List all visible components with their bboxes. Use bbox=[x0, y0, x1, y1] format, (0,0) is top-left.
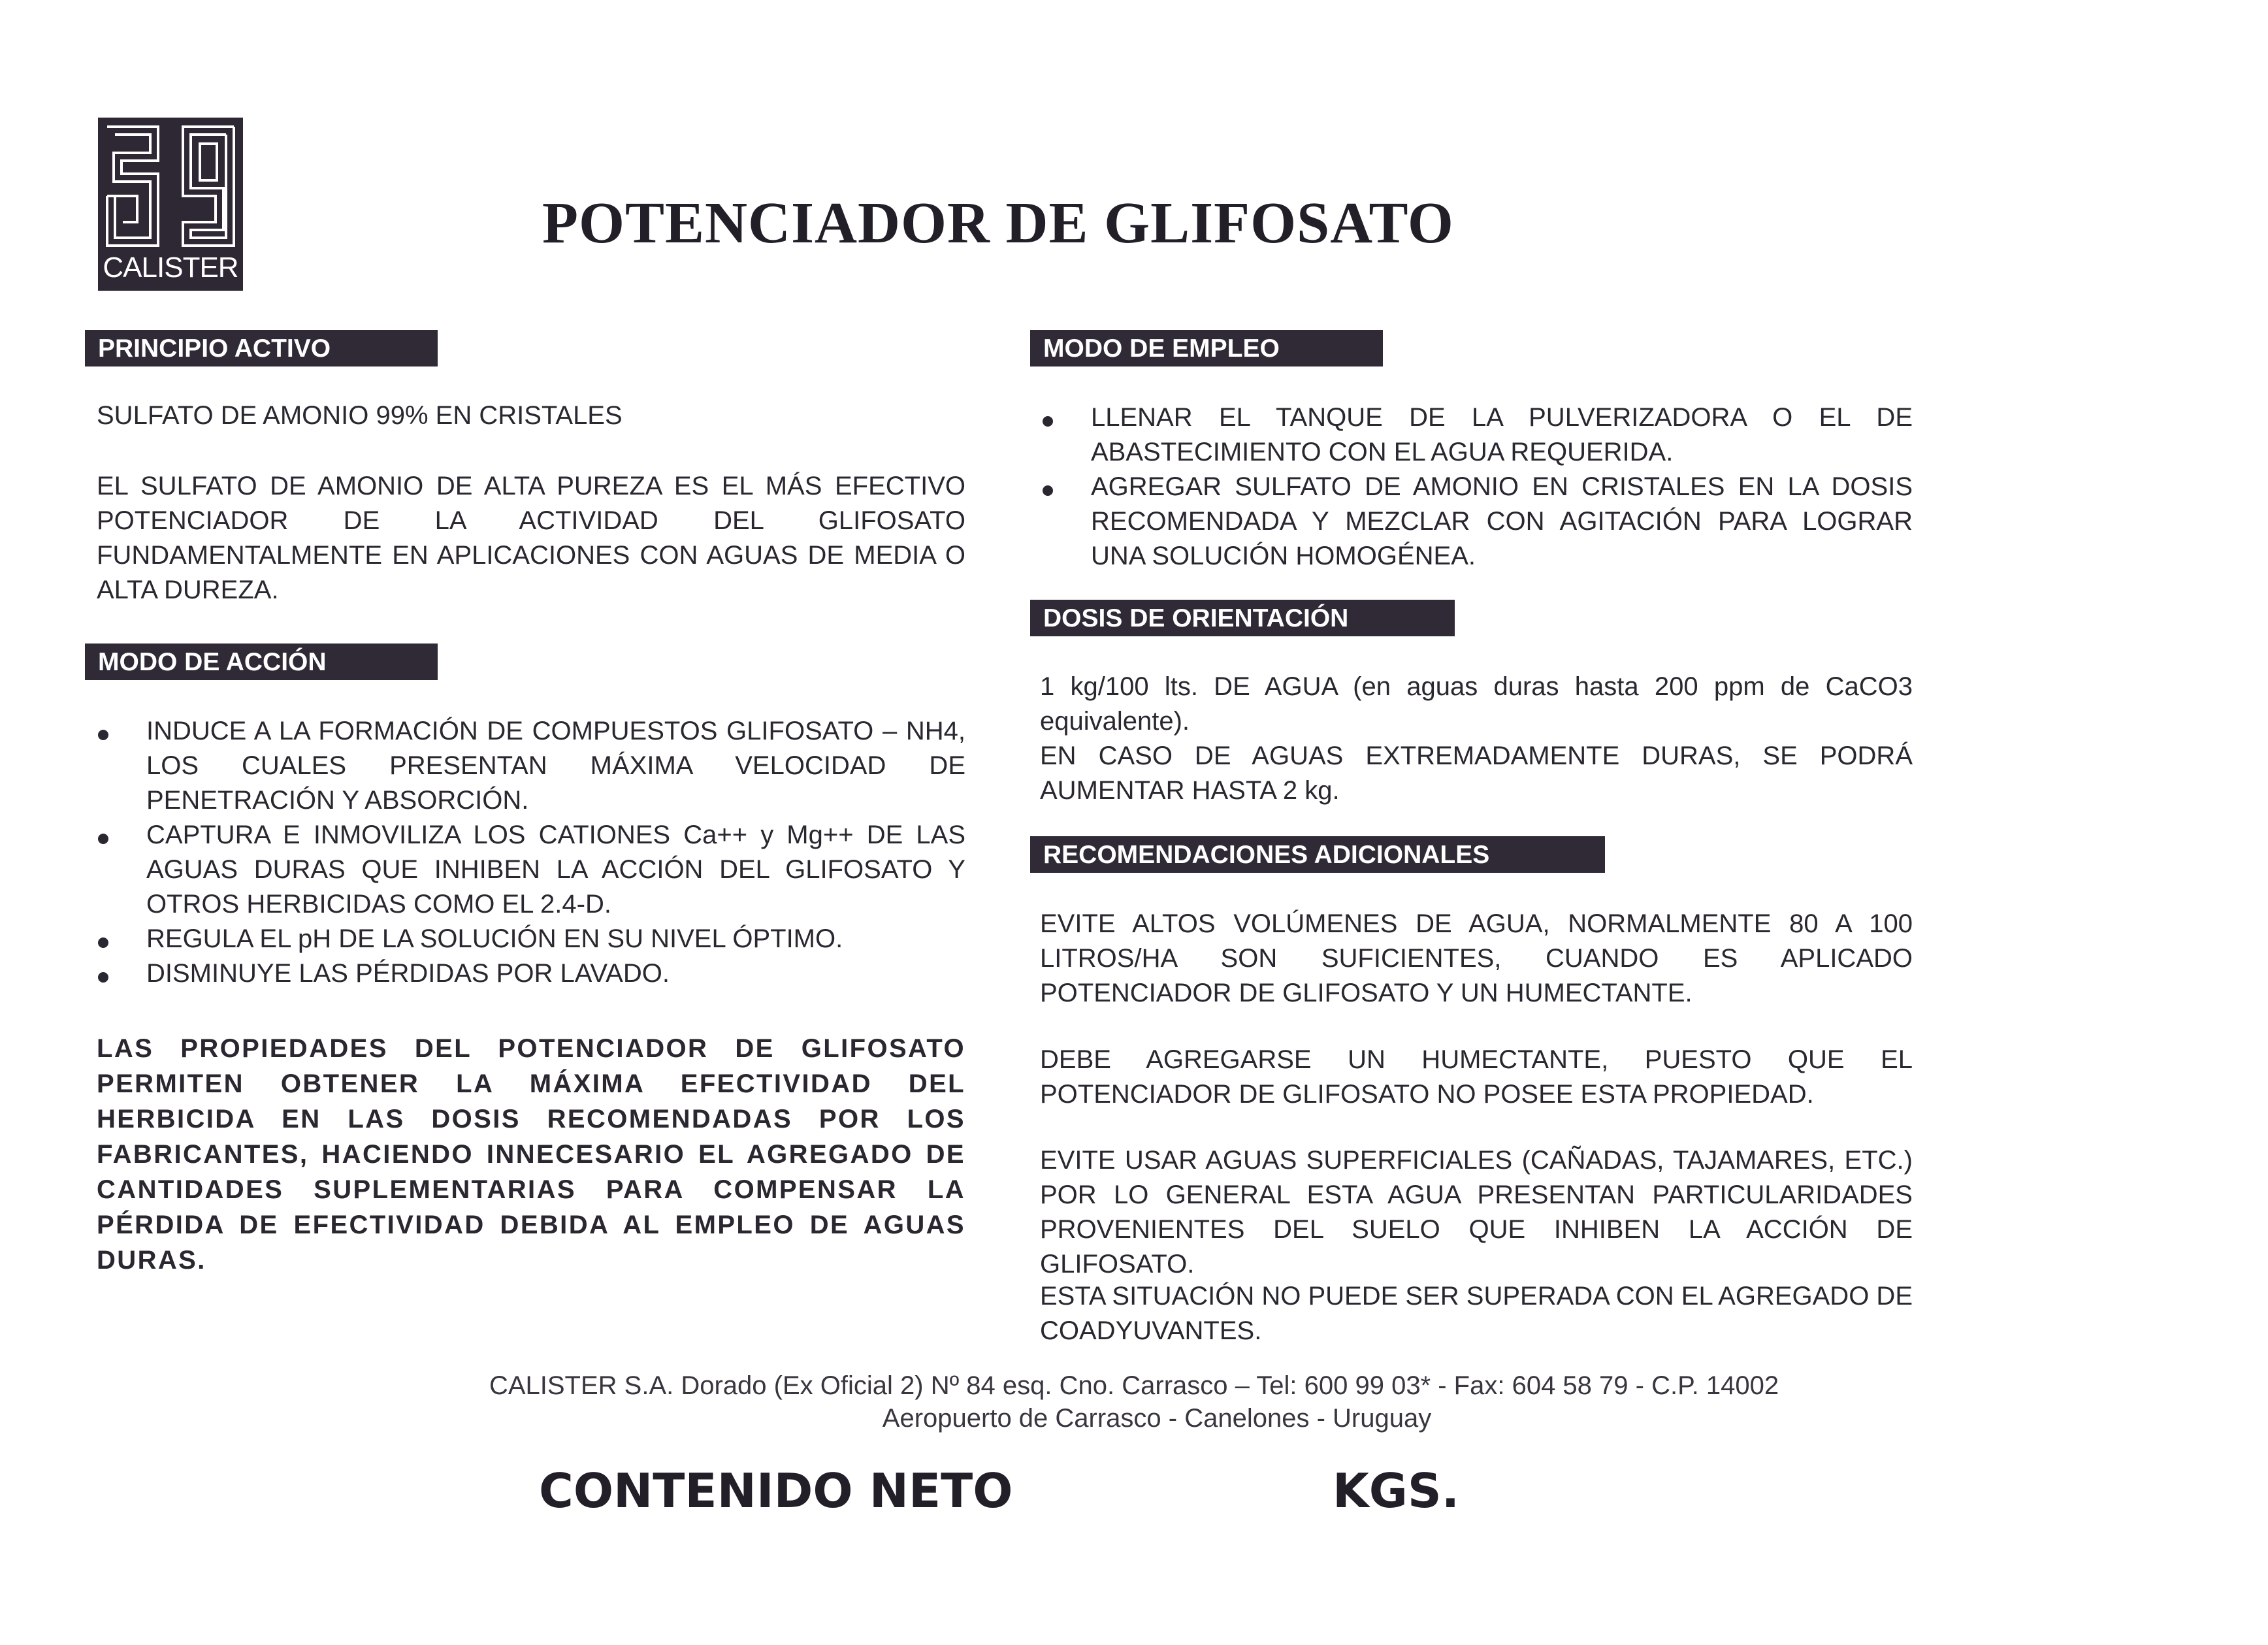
heading-recomendaciones: RECOMENDACIONES ADICIONALES bbox=[1030, 836, 1605, 873]
recomendacion-3: EVITE USAR AGUAS SUPERFICIALES (CAÑADAS, TAJAMARES, ETC.) POR LO GENERAL ESTA AGUA PRESENTAN PARTICULARIDADES PROVENIENTES DEL SUELO QUE INHIBEN LA ACCIÓN DE GLIFOSATO. bbox=[1040, 1146, 1913, 1279]
list-item bbox=[97, 714, 965, 818]
recomendacion-4: ESTA SITUACIÓN NO PUEDE SER SUPERADA CON EL AGREGADO DE COADYUVANTES. bbox=[1040, 1282, 1913, 1345]
footer-address: CALISTER S.A. Dorado (Ex Oficial 2) Nº 84 esq. Cno. Carrasco – Tel: 600 99 03* - Fax: 604 58 79 - C.P. 14002 bbox=[489, 1371, 1779, 1400]
dosis-text: 1 kg/100 lts. DE AGUA (en aguas duras hasta 200 ppm de CaCO3 equivalente). bbox=[1040, 672, 1913, 736]
list-item bbox=[97, 956, 965, 991]
page-title: POTENCIADOR DE GLIFOSATO bbox=[542, 191, 1454, 255]
heading-principio-activo: PRINCIPIO ACTIVO bbox=[85, 330, 438, 366]
bullet-icon bbox=[98, 937, 108, 948]
principio-activo-text: SULFATO DE AMONIO 99% EN CRISTALES bbox=[97, 401, 623, 430]
list-item bbox=[97, 818, 965, 922]
list-item-text: REGULA EL pH DE LA SOLUCIÓN EN SU NIVEL ÓPTIMO. bbox=[146, 924, 843, 953]
footer-location: Aeropuerto de Carrasco - Canelones - Uruguay bbox=[882, 1404, 1432, 1433]
bullet-icon bbox=[98, 972, 108, 983]
principio-description: EL SULFATO DE AMONIO DE ALTA PUREZA ES EL MÁS EFECTIVO POTENCIADOR DE LA ACTIVIDAD DEL GLIFOSATO FUNDAMENTALMENTE EN APLICACIONES CON AGUAS DE MEDIA O ALTA DUREZA. bbox=[97, 472, 965, 604]
bullet-icon bbox=[98, 834, 108, 844]
kgs-label: KGS. bbox=[1333, 1463, 1460, 1518]
calister-monogram-icon bbox=[98, 118, 243, 255]
modo-accion-list bbox=[97, 714, 965, 991]
heading-modo-empleo: MODO DE EMPLEO bbox=[1030, 330, 1383, 366]
list-item-text: DISMINUYE LAS PÉRDIDAS POR LAVADO. bbox=[146, 959, 670, 988]
bullet-icon bbox=[1043, 416, 1053, 427]
list-item bbox=[97, 922, 965, 956]
list-item-text: CAPTURA E INMOVILIZA LOS CATIONES Ca++ y Mg++ DE LAS AGUAS DURAS QUE INHIBEN LA ACCIÓN DEL GLIFOSATO Y OTROS HERBICIDAS COMO EL 2.4-D. bbox=[146, 821, 965, 919]
list-item-text: LLENAR EL TANQUE DE LA PULVERIZADORA O EL DE ABASTECIMIENTO CON EL AGUA REQUERIDA. bbox=[1091, 403, 1913, 466]
list-item bbox=[1040, 470, 1913, 574]
modo-empleo-list bbox=[1040, 400, 1913, 574]
calister-logo bbox=[98, 118, 243, 291]
contenido-neto-label: CONTENIDO NETO bbox=[539, 1463, 1013, 1518]
recomendacion-2: DEBE AGREGARSE UN HUMECTANTE, PUESTO QUE EL POTENCIADOR DE GLIFOSATO NO POSEE ESTA PROPIEDAD. bbox=[1040, 1045, 1913, 1109]
dosis-text-2: EN CASO DE AGUAS EXTREMADAMENTE DURAS, SE PODRÁ AUMENTAR HASTA 2 kg. bbox=[1040, 741, 1913, 805]
heading-dosis-orientacion: DOSIS DE ORIENTACIÓN bbox=[1030, 600, 1455, 636]
heading-modo-accion: MODO DE ACCIÓN bbox=[85, 643, 438, 680]
list-item-text: INDUCE A LA FORMACIÓN DE COMPUESTOS GLIFOSATO – NH4, LOS CUALES PRESENTAN MÁXIMA VELOCIDAD DE PENETRACIÓN Y ABSORCIÓN. bbox=[146, 717, 965, 815]
logo-text: CALISTER bbox=[103, 252, 238, 284]
recomendacion-1: EVITE ALTOS VOLÚMENES DE AGUA, NORMALMENTE 80 A 100 LITROS/HA SON SUFICIENTES, CUANDO ES APLICADO POTENCIADOR DE GLIFOSATO Y UN HUMECTANTE. bbox=[1040, 909, 1913, 1007]
propiedades-bold-text: LAS PROPIEDADES DEL POTENCIADOR DE GLIFOSATO PERMITEN OBTENER LA MÁXIMA EFECTIVIDAD DEL HERBICIDA EN LAS DOSIS RECOMENDADAS POR LOS FABRICANTES, HACIENDO INNECESARIO EL AGREGADO DE CANTIDADES SUPLEMENTARIAS PARA COMPENSAR LA PÉRDIDA DE EFECTIVIDAD DEBIDA AL EMPLEO DE AGUAS DURAS. bbox=[97, 1034, 965, 1275]
bullet-icon bbox=[98, 730, 108, 740]
list-item bbox=[1040, 400, 1913, 470]
bullet-icon bbox=[1043, 485, 1053, 496]
list-item-text: AGREGAR SULFATO DE AMONIO EN CRISTALES EN LA DOSIS RECOMENDADA Y MEZCLAR CON AGITACIÓN PARA LOGRAR UNA SOLUCIÓN HOMOGÉNEA. bbox=[1091, 472, 1913, 570]
